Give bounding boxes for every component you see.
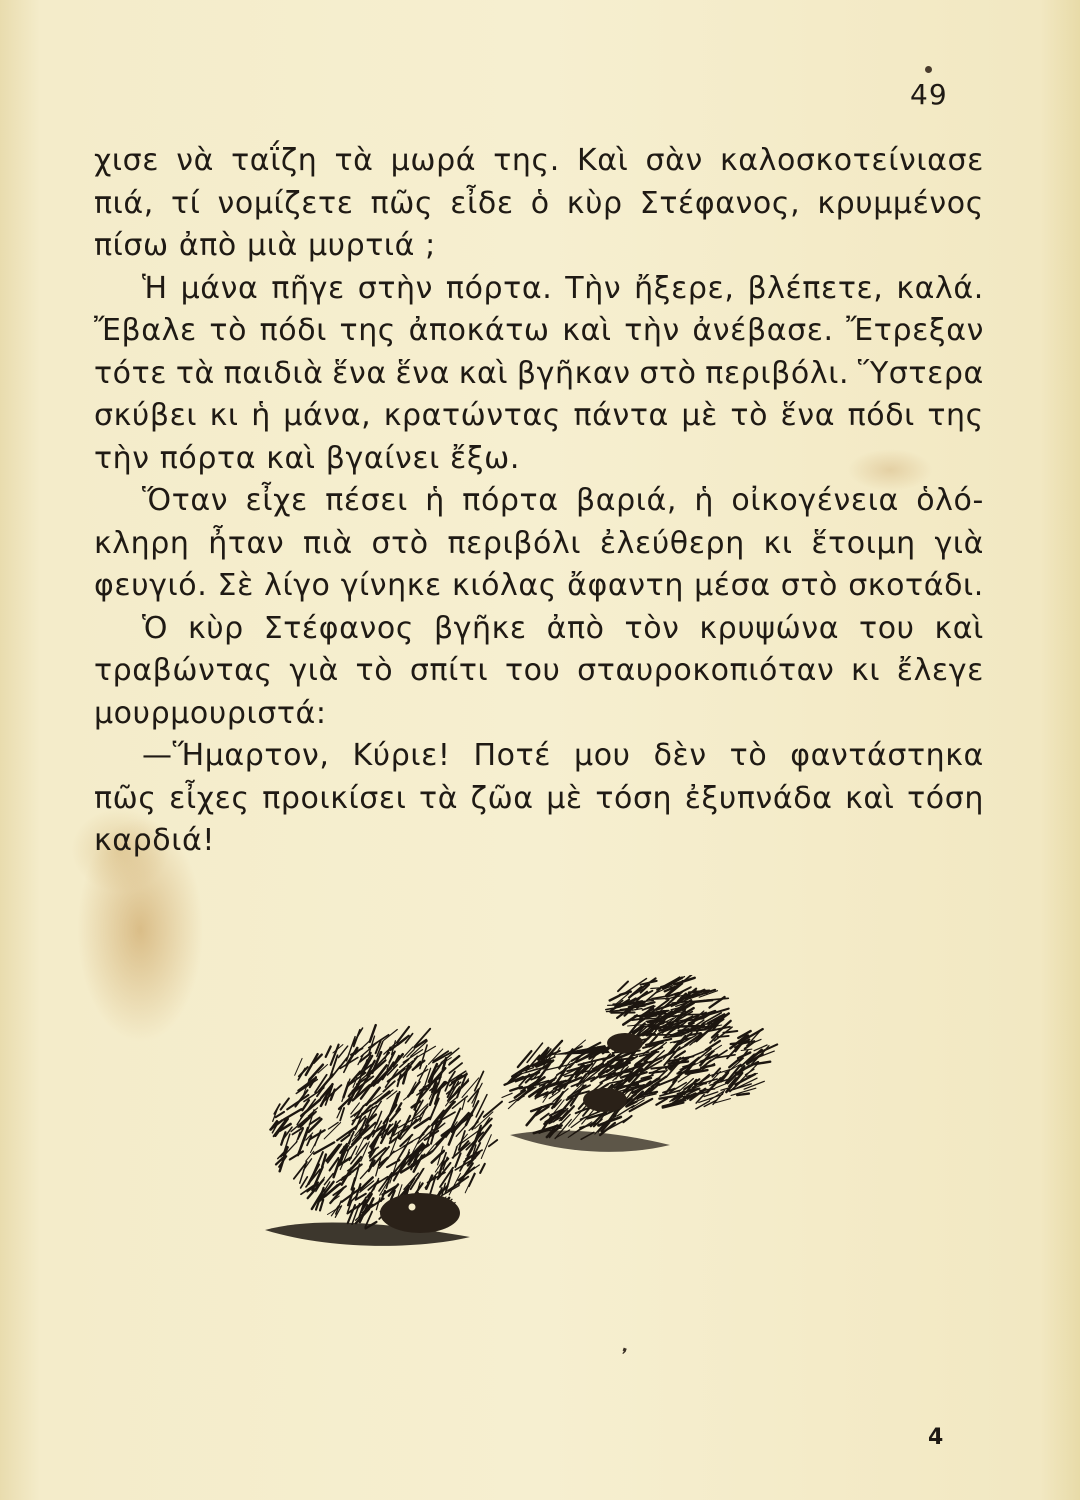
signature-mark: 4 [928,1425,944,1450]
hedgehog-spine [718,1036,729,1037]
hedgehog-spine [326,1047,331,1057]
hedgehog-spine [370,1025,376,1042]
hedgehog-spine [480,1164,485,1173]
hedgehog-spine [387,1160,400,1167]
text-line: καρδιά! [94,823,216,858]
hedgehog-spine [650,1071,665,1073]
hedgehog-spine [329,1122,339,1129]
hedgehog-spine [276,1112,285,1117]
ink-smudge: ❜ [616,1344,630,1367]
hedgehog-spine [741,1049,752,1050]
hedgehog-spine [571,1119,583,1128]
hedgehog-head [607,1033,643,1053]
ink-dot [925,66,932,73]
text-line: πιά, τί νομίζετε πῶς εἶδε ὁ κὺρ Στέφανος, κρυμμένος [94,185,984,221]
hedgehog-spine [706,1041,720,1050]
hedgehog-spine [618,982,628,992]
text-line: κληρη ἦταν πιὰ στὸ περιβόλι ἐλεύθερη κι ἕτοιμη γιὰ [94,525,984,561]
text-line: Ἔβαλε τὸ πόδι της ἀποκάτω καὶ τὴν ἀνέβασε. Ἔτρεξαν [94,313,984,348]
hedgehog-illustration [260,975,780,1255]
text-line: πῶς εἶχες προικίσει τὰ ζῶα μὲ τόση ἐξυπνάδα καὶ τόση [94,780,984,816]
hedgehog-spine [737,1094,749,1096]
text-line: μουρμουριστά: [94,695,327,731]
text-line: χισε νὰ ταΐζη τὰ μωρά της. Καὶ σὰν καλοσκοτείνιασε [94,143,984,178]
hedgehog-spine [541,1114,549,1120]
hedgehog-spine [465,1173,474,1193]
hedgehog-spine [484,1102,502,1117]
hedgehog-spines [270,975,777,1228]
text-line: τότε τὰ παιδιὰ ἕνα ἕνα καὶ βγῆκαν στὸ περιβόλι. Ὕστερα [94,355,984,391]
text-line: σκύβει κι ἡ μάνα, κρατώντας πάντα μὲ τὸ ἕνα πόδι της [94,398,984,433]
text-line: πίσω ἀπὸ μιὰ μυρτιά ; [94,228,436,263]
hedgehog-spine [680,1026,704,1027]
hedgehog-spine [339,1046,348,1058]
hedgehog-spine [449,1056,460,1065]
hedgehog-spine [469,1174,475,1187]
page-number: 49 [910,78,948,111]
text-line: Ὅταν εἶχε πέσει ἡ πόρτα βαριά, ἡ οἰκογένεια ὁλό- [142,483,984,518]
hedgehog-head [380,1193,460,1233]
hedgehog-spine [314,1142,334,1153]
hedgehog-spine [284,1109,302,1119]
hedgehog-spine [489,1140,497,1146]
hedgehog-spine [324,1123,340,1139]
hedgehog-spine [414,1029,430,1047]
hedgehog-spine [704,998,728,1000]
body-text [94,140,984,863]
text-line: τραβώντας γιὰ τὸ σπίτι του σταυροκοπιόταν κι ἔλεγε [94,653,984,688]
hedgehog-spine [290,1151,303,1159]
hedgehog-spine [632,1009,642,1011]
hedgehog-spine [502,1093,512,1097]
text-line: Ὁ κὺρ Στέφανος βγῆκε ἀπὸ τὸν κρυψώνα του καὶ [142,610,984,646]
hedgehog-spine [610,996,620,1001]
hedgehog-spine [383,1030,397,1041]
text-line: Ἡ μάνα πῆγε στὴν πόρτα. Τὴν ἤξερε, βλέπετε, καλά. [142,270,984,306]
text-line: —Ἥμαρτον, Κύριε! Ποτέ μου δὲν τὸ φαντάστηκα [142,738,984,773]
hedgehog-spine [723,1031,737,1033]
hedgehog-spine [274,1104,280,1114]
hedgehog-spine [701,1065,714,1068]
hedgehog-spine [695,1083,706,1084]
hedgehog-spine [294,1162,307,1179]
hedgehog-spine [620,992,631,995]
text-line: φευγιό. Σὲ λίγο γίνηκε κιόλας ἄφαντη μέσα στὸ σκοτάδι. [94,568,984,603]
hedgehog-spine [700,1089,715,1091]
hedgehog-spine [432,1151,444,1163]
text-line: τὴν πόρτα καὶ βγαίνει ἔξω. [94,440,521,476]
hedgehog-spine [298,1068,305,1080]
hedgehog-head [583,1088,627,1112]
hedgehog-spine [306,1151,314,1161]
hedgehog-spine [420,1045,427,1069]
hedgehog-spine [651,1027,668,1028]
hedgehog-eye [409,1204,416,1211]
hedgehog-shadow [510,1130,670,1151]
